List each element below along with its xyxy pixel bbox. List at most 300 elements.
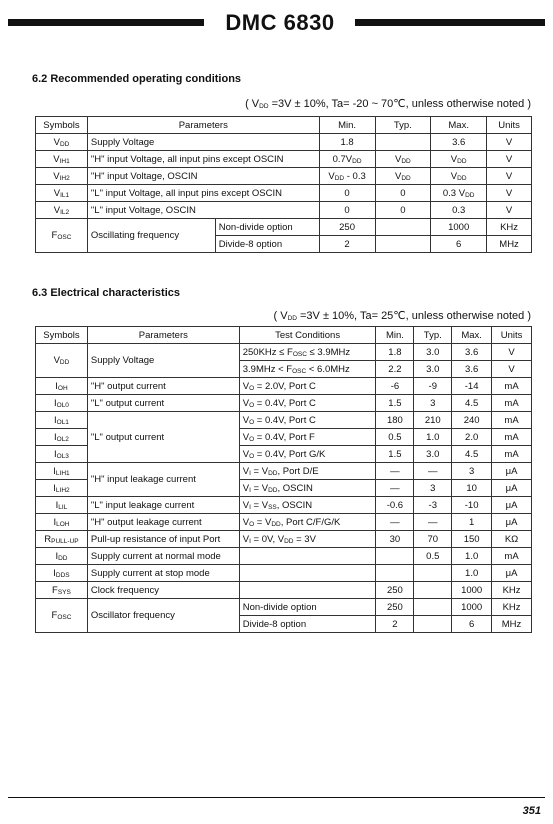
- option-cell: [215, 236, 319, 253]
- table-row: [36, 344, 532, 361]
- min-cell-min: 0.7V: [332, 153, 353, 165]
- min-cell-min: 0: [344, 187, 350, 199]
- condition-cell-cond-sub2: SS: [268, 503, 277, 511]
- symbol-cell-sym: I: [53, 482, 56, 494]
- unit-cell-unit: μA: [505, 516, 518, 528]
- condition-cell-cond-post2: , OSCIN: [277, 482, 313, 494]
- min-cell-min-sub: DD: [334, 174, 345, 182]
- typ-cell-typ: -9: [428, 380, 437, 392]
- table-header-row: [36, 327, 532, 344]
- max-cell: [452, 616, 492, 633]
- symbol-cell: [36, 202, 88, 219]
- condition-cell-cond: V: [242, 533, 250, 545]
- min-cell-min: 1.8: [340, 136, 354, 148]
- min-cell: [376, 599, 414, 616]
- col-header: Parameters: [87, 327, 239, 344]
- max-cell-max: 0.3 V: [442, 187, 466, 199]
- min-cell: [376, 565, 414, 582]
- condition-cell-cond-sub: OSC: [292, 350, 307, 358]
- condition-cell-cond-sub: I: [249, 537, 251, 545]
- max-cell-max: 4.5: [465, 397, 479, 409]
- table-row: [36, 463, 532, 480]
- symbol-cell-sym: I: [55, 550, 59, 562]
- max-cell-max: 6: [468, 618, 475, 630]
- table-row: [36, 599, 532, 616]
- typ-cell-typ: —: [428, 465, 438, 477]
- typ-cell-typ: 0: [400, 187, 406, 199]
- min-cell: [376, 463, 414, 480]
- symbol-cell: [36, 185, 88, 202]
- symbol-cell-sym: I: [53, 567, 56, 579]
- symbol-cell: [36, 446, 88, 463]
- condition-cell-cond: 250KHz ≤ F: [242, 346, 293, 358]
- condition-cell-cond-sub: O: [249, 435, 255, 443]
- symbol-cell-sub: IH1: [59, 157, 70, 165]
- typ-cell-typ: —: [428, 516, 438, 528]
- symbol-cell-sym: V: [53, 136, 60, 148]
- typ-cell: [375, 134, 431, 151]
- unit-cell: [487, 168, 532, 185]
- typ-cell-typ: V: [395, 153, 402, 165]
- unit-cell-unit: V: [505, 153, 513, 165]
- max-cell: [452, 514, 492, 531]
- max-cell: [431, 236, 487, 253]
- col-header: Typ.: [375, 117, 431, 134]
- parameter-cell-param: "H" input Voltage, all input pins except OSCIN: [90, 153, 284, 165]
- min-cell: [376, 395, 414, 412]
- parameter-cell: [87, 344, 239, 378]
- condition-cell-cond: 3.9MHz < F: [242, 363, 293, 375]
- condition-cell: [239, 361, 376, 378]
- max-cell-max: 3.6: [452, 136, 466, 148]
- option-cell: [215, 219, 319, 236]
- condition-cell-cond-post: ≤ 3.9MHz: [306, 346, 351, 358]
- parameter-cell-param: Supply Voltage: [90, 355, 155, 366]
- parameter-cell-param: "L" input Voltage, OSCIN: [90, 204, 196, 216]
- condition-cell-cond-sub: O: [249, 401, 255, 409]
- min-cell-min: 250: [339, 221, 355, 233]
- symbol-cell-sub: OL1: [56, 418, 69, 426]
- condition-cell-cond-post2: , OSCIN: [276, 499, 313, 511]
- unit-cell: [492, 361, 532, 378]
- min-cell: [376, 378, 414, 395]
- parameter-cell: [87, 463, 239, 497]
- typ-cell: [414, 514, 452, 531]
- table-row: [36, 548, 532, 565]
- parameter-cell: [87, 151, 319, 168]
- condition-cell: [239, 497, 376, 514]
- min-cell: [376, 531, 414, 548]
- symbol-cell-sub: OL0: [56, 401, 69, 409]
- condition-cell: [239, 378, 376, 395]
- max-cell: [452, 497, 492, 514]
- min-cell: [376, 412, 414, 429]
- condition-cell-cond-post: = 0.4V, Port F: [254, 431, 315, 443]
- condition-cell-cond: V: [242, 431, 250, 443]
- unit-cell-unit: μA: [505, 567, 518, 579]
- typ-cell-typ: 3.0: [426, 363, 440, 375]
- min-cell-min: 1.8: [388, 346, 402, 358]
- symbol-cell: [36, 582, 88, 599]
- typ-cell: [375, 219, 431, 236]
- max-cell-max: 1000: [461, 584, 483, 596]
- parameter-cell: [87, 168, 319, 185]
- min-cell-min: 0: [344, 204, 350, 216]
- parameter-cell-param: "L" output current: [90, 431, 165, 443]
- typ-cell-typ: 3.0: [426, 448, 440, 460]
- unit-cell: [487, 151, 532, 168]
- table-row: [36, 219, 532, 236]
- condition-cell-cond: V: [242, 482, 250, 494]
- symbol-cell-sub: DD: [59, 140, 70, 148]
- parameter-cell: [87, 548, 239, 565]
- unit-cell-unit: mA: [504, 380, 519, 392]
- condition-cell-cond-sub2: DD: [271, 520, 281, 528]
- table-row: [36, 168, 532, 185]
- parameter-cell: [87, 202, 319, 219]
- typ-cell: [375, 168, 431, 185]
- condition-cell: [239, 548, 376, 565]
- min-cell-min: 1.5: [388, 397, 402, 409]
- min-cell: [376, 497, 414, 514]
- typ-cell: [414, 582, 452, 599]
- min-cell: [376, 361, 414, 378]
- min-cell-min: —: [390, 465, 400, 477]
- max-cell: [431, 168, 487, 185]
- condition-cell-cond-post: = 0V, V: [250, 533, 285, 545]
- parameter-cell-param: Oscillating frequency: [90, 230, 180, 241]
- max-cell-max: 4.5: [465, 448, 479, 460]
- typ-cell: [414, 599, 452, 616]
- typ-cell-typ: 210: [424, 414, 441, 426]
- col-header: Parameters: [87, 117, 319, 134]
- min-cell-min: -6: [390, 380, 400, 392]
- min-cell-min: 30: [389, 533, 401, 545]
- col-header: Test Conditions: [239, 327, 376, 344]
- condition-cell: [239, 429, 376, 446]
- condition-cell-cond-post: = 2.0V, Port C: [254, 380, 316, 392]
- parameter-cell-param: Clock frequency: [90, 584, 160, 596]
- parameter-cell-param: "H" input leakage current: [90, 474, 196, 485]
- unit-cell-unit: KΩ: [504, 533, 519, 545]
- min-cell: [376, 616, 414, 633]
- max-cell-max: 1.0: [465, 567, 479, 579]
- min-cell-min: -0.6: [386, 499, 404, 511]
- typ-cell-typ: V: [395, 170, 402, 182]
- max-cell: [452, 531, 492, 548]
- symbol-cell-sub: OSC: [57, 234, 72, 241]
- max-cell-max: V: [450, 170, 458, 182]
- typ-cell: [414, 361, 452, 378]
- typ-cell-typ: 3: [430, 482, 436, 494]
- condition-cell-cond-post: = 0.4V, Port C: [254, 397, 316, 409]
- max-cell-max: 3.6: [465, 363, 479, 375]
- table-row: [36, 134, 532, 151]
- min-cell: [319, 219, 375, 236]
- parameter-cell-param: Oscillator frequency: [90, 610, 175, 621]
- unit-cell-unit: V: [505, 187, 513, 199]
- condition-cell-cond-sub2: DD: [268, 486, 278, 494]
- parameter-cell-param: "H" output leakage current: [90, 516, 202, 528]
- typ-cell: [375, 185, 431, 202]
- min-cell: [319, 202, 375, 219]
- max-cell-max: 2.0: [465, 431, 479, 443]
- min-cell-min: —: [390, 482, 400, 494]
- unit-cell-unit: KHz: [502, 584, 521, 596]
- symbol-cell: [36, 151, 88, 168]
- condition-cell: [239, 565, 376, 582]
- parameter-cell-param: "L" output current: [90, 397, 165, 409]
- condition-cell-cond-sub: O: [249, 452, 255, 460]
- typ-cell: [414, 412, 452, 429]
- condition-cell-cond-post: = V: [254, 516, 272, 528]
- condition-cell-cond-post: = V: [250, 465, 269, 477]
- unit-cell-unit: μA: [505, 465, 518, 477]
- unit-cell-unit: μA: [505, 499, 518, 511]
- symbol-cell: [36, 219, 88, 253]
- table-row: [36, 151, 532, 168]
- condition-cell-cond-sub: O: [249, 384, 255, 392]
- document-title: DMC 6830: [225, 10, 335, 35]
- symbol-cell: [36, 412, 88, 429]
- parameter-cell-param: "H" input Voltage, OSCIN: [90, 170, 198, 182]
- condition-cell-cond-sub: OSC: [292, 367, 307, 375]
- parameter-cell-param: "L" input Voltage, all input pins except OSCIN: [90, 187, 282, 199]
- symbol-cell-sym: F: [51, 230, 58, 241]
- symbol-cell-sym: I: [53, 516, 57, 528]
- table-row: [36, 202, 532, 219]
- symbol-cell-sub: DD: [59, 359, 70, 366]
- unit-cell-unit: mA: [504, 431, 519, 443]
- min-cell: [319, 134, 375, 151]
- symbol-cell-sym: V: [53, 153, 60, 165]
- symbol-cell: [36, 395, 88, 412]
- min-cell: [376, 429, 414, 446]
- parameter-cell: [87, 599, 239, 633]
- typ-cell: [414, 429, 452, 446]
- min-cell: [376, 582, 414, 599]
- condition-cell-cond-post: < 6.0MHz: [306, 363, 350, 375]
- max-cell-max: 3.6: [465, 346, 479, 358]
- symbol-cell-sym: F: [52, 584, 58, 596]
- max-cell: [452, 582, 492, 599]
- typ-cell-typ-sub: DD: [401, 157, 411, 165]
- symbol-cell-sym: I: [53, 465, 56, 477]
- table-row: [36, 531, 532, 548]
- unit-cell-unit: KHz: [502, 601, 521, 613]
- symbol-cell: [36, 565, 88, 582]
- parameter-cell: [87, 219, 215, 253]
- symbol-cell-sym: I: [53, 414, 57, 426]
- col-header: Max.: [431, 117, 487, 134]
- min-cell-min: 2: [344, 238, 350, 250]
- unit-cell-unit: V: [505, 170, 513, 182]
- section-6-3-title: 6.3 Electrical characteristics: [32, 287, 180, 299]
- condition-cell: [239, 531, 376, 548]
- parameter-cell-param: Supply current at stop mode: [90, 567, 210, 579]
- symbol-cell-sub: IH2: [59, 174, 70, 182]
- parameter-cell: [87, 531, 239, 548]
- header-bar-left: [8, 19, 204, 26]
- min-cell-min: —: [390, 516, 400, 528]
- max-cell-max: 1000: [448, 221, 470, 233]
- symbol-cell-sub: SYS: [57, 588, 71, 596]
- condition-cell-cond-post2: , Port C/F/G/K: [280, 516, 341, 528]
- col-header: Units: [487, 117, 532, 134]
- min-cell-min: 0.5: [388, 431, 402, 443]
- unit-cell: [492, 514, 532, 531]
- typ-cell-typ: 0.5: [426, 550, 440, 562]
- parameter-cell-param: "H" output current: [90, 380, 166, 392]
- unit-cell: [492, 463, 532, 480]
- unit-cell-unit: mA: [504, 550, 519, 562]
- table-row: [36, 565, 532, 582]
- table-row: [36, 582, 532, 599]
- max-cell-max: 10: [466, 482, 477, 494]
- typ-cell: [414, 531, 452, 548]
- condition-cell: [239, 412, 376, 429]
- section-6-3-conditions: ( $V_{DD} =3V \pm 10\%$, Ta= 25℃, unless otherwise noted ): [273, 310, 531, 322]
- parameter-cell: [87, 378, 239, 395]
- condition-cell: [239, 463, 376, 480]
- unit-cell-unit: V: [508, 346, 515, 358]
- max-cell-max: -10: [464, 499, 479, 511]
- unit-cell-unit: μA: [505, 482, 518, 494]
- max-cell-max-sub: DD: [465, 191, 475, 199]
- typ-cell: [414, 463, 452, 480]
- min-cell-min: V: [328, 170, 335, 182]
- min-cell: [319, 168, 375, 185]
- table-header-row: [36, 117, 532, 134]
- electrical-characteristics-table: [35, 326, 532, 633]
- unit-cell: [492, 429, 532, 446]
- condition-cell: [239, 582, 376, 599]
- typ-cell: [414, 446, 452, 463]
- condition-cell-cond: V: [242, 380, 250, 392]
- max-cell: [452, 446, 492, 463]
- min-cell-min-sub: DD: [352, 157, 362, 165]
- typ-cell: [414, 395, 452, 412]
- parameter-cell: [87, 134, 319, 151]
- max-cell-max: -14: [464, 380, 479, 392]
- unit-cell: [487, 236, 532, 253]
- symbol-cell-sub: PULL-UP: [51, 537, 79, 545]
- header-bar-right: [355, 19, 545, 26]
- typ-cell-typ: 3: [430, 397, 436, 409]
- symbol-cell: [36, 599, 88, 633]
- min-cell-min: 250: [386, 601, 403, 613]
- parameter-cell-param: Supply Voltage: [90, 136, 155, 148]
- unit-cell-unit: V: [505, 204, 513, 216]
- symbol-cell-sub: DD: [58, 554, 68, 562]
- unit-cell-unit: KHz: [500, 221, 519, 233]
- max-cell: [452, 361, 492, 378]
- unit-cell: [492, 565, 532, 582]
- typ-cell: [414, 548, 452, 565]
- unit-cell: [492, 378, 532, 395]
- condition-cell-cond: V: [242, 465, 250, 477]
- parameter-cell: [87, 412, 239, 463]
- typ-cell-typ: -3: [428, 499, 437, 511]
- max-cell: [452, 344, 492, 361]
- option-cell: [239, 616, 376, 633]
- max-cell-max: 3: [468, 465, 475, 477]
- symbol-cell-sym: I: [55, 499, 59, 511]
- condition-cell-cond-post: = V: [250, 499, 269, 511]
- min-cell: [376, 548, 414, 565]
- parameter-cell-param: "L" input leakage current: [90, 499, 195, 511]
- typ-cell: [414, 616, 452, 633]
- max-cell: [452, 463, 492, 480]
- condition-cell-cond-post: = 0.4V, Port G/K: [254, 448, 326, 460]
- condition-cell-cond-post: = V: [250, 482, 269, 494]
- symbol-cell: [36, 514, 88, 531]
- typ-cell: [414, 480, 452, 497]
- symbol-cell-sym: I: [53, 431, 57, 443]
- parameter-cell: [87, 514, 239, 531]
- parameter-cell: [87, 497, 239, 514]
- parameter-cell: [87, 395, 239, 412]
- condition-cell: [239, 514, 376, 531]
- typ-cell: [375, 202, 431, 219]
- min-cell-min-post: - 0.3: [344, 170, 366, 182]
- unit-cell: [487, 134, 532, 151]
- parameter-cell-param: Pull-up resistance of input Port: [90, 533, 221, 545]
- min-cell: [319, 236, 375, 253]
- unit-cell-unit: MHz: [501, 618, 522, 630]
- symbol-cell-sym: R: [44, 533, 52, 545]
- condition-cell: [239, 344, 376, 361]
- condition-cell-cond-post2: = 3V: [293, 533, 316, 545]
- symbol-cell-sym: I: [55, 380, 58, 392]
- symbol-cell-sub: LIL: [58, 503, 68, 511]
- max-cell: [452, 480, 492, 497]
- max-cell: [431, 219, 487, 236]
- unit-cell: [487, 202, 532, 219]
- min-cell: [376, 480, 414, 497]
- symbol-cell-sym: V: [53, 170, 60, 182]
- symbol-cell: [36, 168, 88, 185]
- max-cell: [452, 599, 492, 616]
- min-cell: [376, 344, 414, 361]
- col-header: Symbols: [36, 327, 88, 344]
- section-6-2-conditions: ( $V_{DD} =3V \pm 10\%$, Ta= -20 ~ 70℃, unless otherwise noted ): [245, 98, 531, 110]
- recommended-conditions-table: [35, 116, 532, 253]
- condition-cell: [239, 480, 376, 497]
- col-header: Max.: [452, 327, 492, 344]
- symbol-cell-sym: I: [53, 448, 57, 460]
- condition-cell-cond: V: [242, 516, 250, 528]
- symbol-cell-sub: OL3: [56, 452, 69, 460]
- unit-cell: [492, 497, 532, 514]
- typ-cell-typ-sub: DD: [401, 174, 411, 182]
- max-cell: [452, 395, 492, 412]
- symbol-cell: [36, 480, 88, 497]
- unit-cell: [487, 185, 532, 202]
- table-row: [36, 412, 532, 429]
- typ-cell-typ: 70: [427, 533, 439, 545]
- option-cell-label: Non-divide option: [242, 601, 317, 613]
- max-cell: [452, 429, 492, 446]
- max-cell-max: 1.0: [465, 550, 479, 562]
- max-cell-max: 6: [456, 238, 462, 250]
- max-cell: [452, 548, 492, 565]
- unit-cell-unit: mA: [504, 448, 519, 460]
- typ-cell: [414, 497, 452, 514]
- unit-cell: [492, 582, 532, 599]
- typ-cell: [375, 236, 431, 253]
- min-cell-min: 180: [386, 414, 403, 426]
